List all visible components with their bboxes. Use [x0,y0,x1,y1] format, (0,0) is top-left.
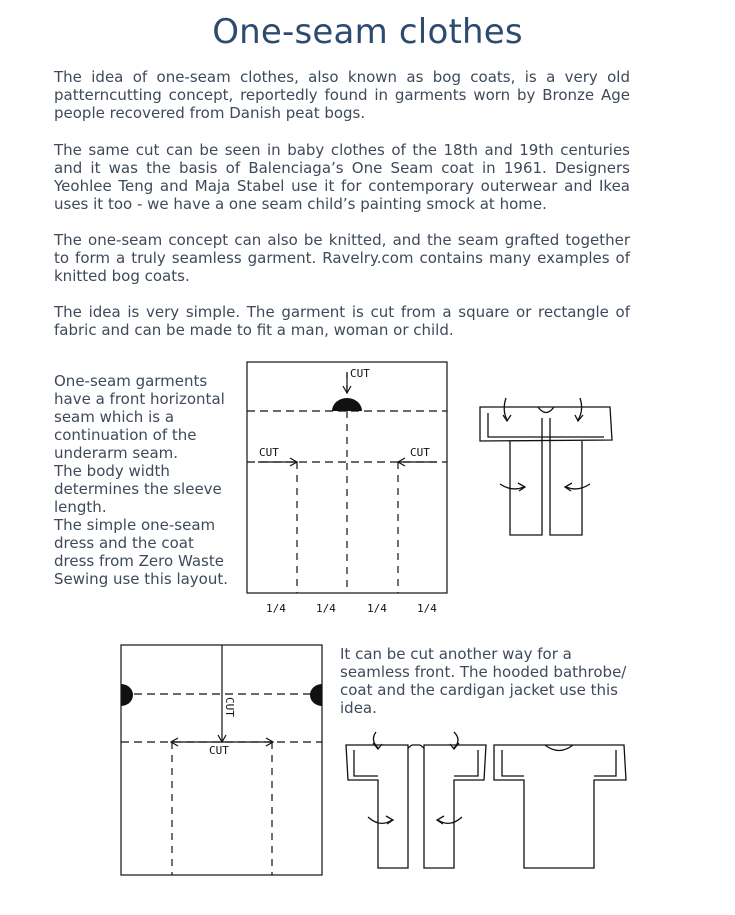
cardigan-neckline [545,745,573,751]
fraction-label: 1/4 [316,602,336,615]
left-note-line: The body width [54,462,170,480]
right-note-line: seamless front. The hooded bathrobe/ [340,663,627,681]
left-note-line: have a front horizontal [54,390,225,408]
left-note-line: underarm seam. [54,444,179,462]
right-note-line: It can be cut another way for a [340,645,572,663]
left-note-line: dress and the coat [54,534,194,552]
robe-right-half [424,745,486,868]
cut-label-left: CUT [259,446,279,459]
left-note-line: determines the sleeve [54,480,222,498]
fraction-label: 1/4 [367,602,387,615]
paragraph-knitted: The one-seam concept can also be knitted, and the seam grafted together to form a truly seamless garment. Ravelry.com contains many examples of knitted bog coats. [54,231,630,285]
left-note-line: seam which is a [54,408,175,426]
right-note-line: coat and the cardigan jacket use this [340,681,618,699]
robe-left-half [346,745,408,868]
left-note-line: Sewing use this layout. [54,570,229,588]
fraction-label: 1/4 [417,602,437,615]
page-title: One-seam clothes [212,12,523,52]
cut-label-horizontal: CUT [209,744,229,757]
left-note-line: The simple one-seam [54,516,216,534]
right-note-line: idea. [340,699,377,717]
left-note-line: One-seam garments [54,372,208,390]
left-note-line: length. [54,498,107,516]
cut-label-top: CUT [350,367,370,380]
paragraph-history: The same cut can be seen in baby clothes of the 18th and 19th centuries and it was the basis of Balenciaga’s One Seam coat in 1961. Designers Yeohlee Teng and Maja Stabel use it for contemporary outerwear and Ikea uses it too - we have a one seam child’s painting smock at home. [54,141,630,213]
paragraph-simple: The idea is very simple. The garment is cut from a square or rectangle of fabric and can be made to fit a man, woman or child. [54,303,630,339]
cut-label-vertical: CUT [223,697,236,717]
fraction-label: 1/4 [266,602,286,615]
cardigan-outline [494,745,626,868]
paragraph-intro: The idea of one-seam clothes, also known as bog coats, is a very old patterncutting concept, reportedly found in garments worn by Bronze Age people recovered from Danish peat bogs. [54,68,630,122]
cut-label-right: CUT [410,446,430,459]
left-note-line: continuation of the [54,426,197,444]
left-note-line: dress from Zero Waste [54,552,224,570]
